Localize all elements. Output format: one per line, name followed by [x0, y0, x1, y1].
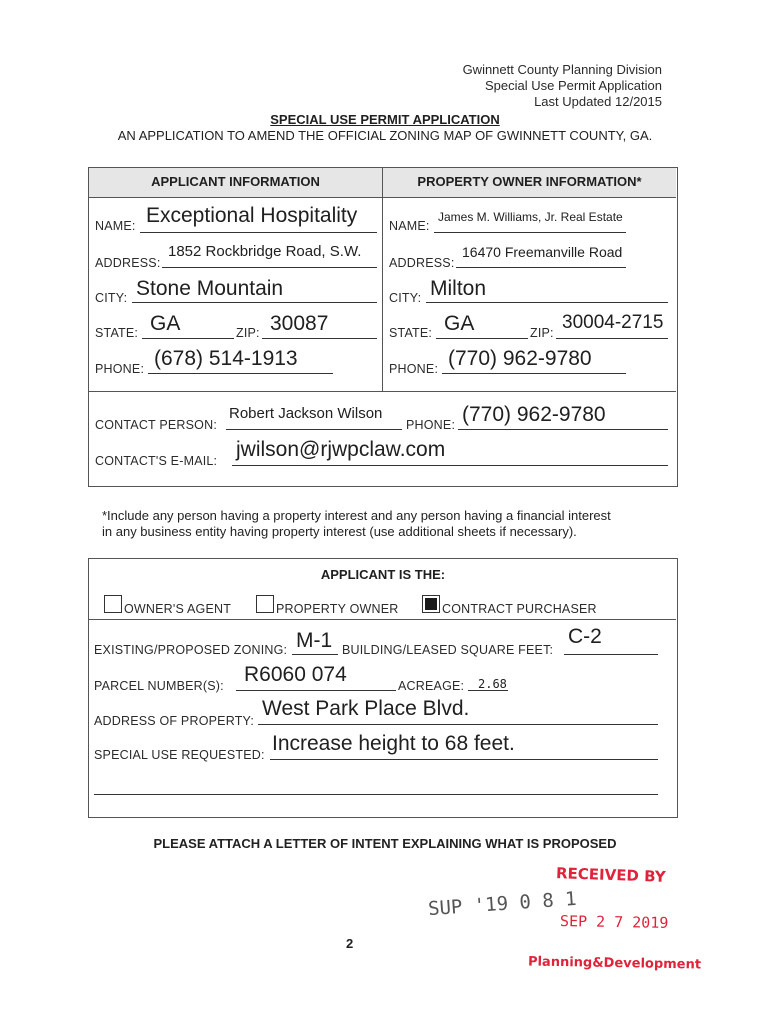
owner-heading: PROPERTY OWNER INFORMATION*: [383, 168, 676, 198]
applicant-zip-field[interactable]: 30087: [270, 312, 329, 335]
owner-name-line: [434, 232, 626, 233]
property-owner-label: PROPERTY OWNER: [276, 602, 399, 616]
applicant-address-line: [162, 267, 377, 268]
column-divider: [382, 168, 383, 391]
owner-city-field[interactable]: Milton: [430, 277, 487, 300]
interest-note-line-2: in any business entity having property interest (use additional sheets if necessary).: [102, 524, 577, 539]
applicant-heading: APPLICANT INFORMATION: [89, 168, 382, 198]
applicant-name-line: [140, 232, 377, 233]
property-box-divider: [89, 619, 676, 620]
applicant-address-field[interactable]: 1852 Rockbridge Road, S.W.: [168, 243, 362, 260]
header-division: Gwinnett County Planning Division: [462, 62, 662, 77]
owner-name-label: NAME:: [389, 219, 430, 233]
contact-phone-field[interactable]: (770) 962-9780: [462, 403, 606, 426]
sqft-field[interactable]: C-2: [568, 625, 602, 648]
applicant-city-label: CITY:: [95, 291, 128, 305]
owner-address-field[interactable]: 16470 Freemanville Road: [462, 244, 623, 260]
owners-agent-checkbox[interactable]: [104, 595, 122, 613]
owners-agent-label: OWNER'S AGENT: [124, 602, 232, 616]
owner-zip-line: [556, 338, 668, 339]
section-divider: [89, 391, 676, 392]
parcel-field[interactable]: R6060 074: [244, 663, 347, 686]
page-title: SPECIAL USE PERMIT APPLICATION: [270, 112, 500, 127]
applicant-zip-line: [262, 338, 377, 339]
contract-purchaser-checkbox[interactable]: [422, 595, 440, 613]
applicant-city-field[interactable]: Stone Mountain: [136, 277, 284, 300]
owner-phone-label: PHONE:: [389, 362, 439, 376]
property-address-field[interactable]: West Park Place Blvd.: [262, 697, 470, 720]
owner-address-line: [456, 267, 626, 268]
applicant-state-field[interactable]: GA: [150, 312, 181, 335]
sup-number-stamp: SUP '19 0 8 1: [427, 887, 578, 921]
special-use-field[interactable]: Increase height to 68 feet.: [272, 732, 515, 755]
applicant-is-heading: APPLICANT IS THE:: [320, 567, 446, 582]
applicant-state-label: STATE:: [95, 326, 139, 340]
received-date-stamp: SEP 2 7 2019: [559, 912, 669, 932]
applicant-address-label: ADDRESS:: [95, 256, 161, 270]
zoning-line: [292, 654, 338, 655]
owner-phone-field[interactable]: (770) 962-9780: [448, 347, 592, 370]
applicant-phone-label: PHONE:: [95, 362, 145, 376]
contact-email-line: [232, 465, 668, 466]
header-updated: Last Updated 12/2015: [534, 94, 662, 109]
interest-note-line-1: *Include any person having a property interest and any person having a financial interest: [102, 508, 611, 523]
acreage-field[interactable]: 2.68: [478, 677, 507, 691]
parcel-line: [236, 690, 396, 691]
owner-zip-label: ZIP:: [530, 326, 554, 340]
owner-city-line: [426, 302, 668, 303]
contact-person-label: CONTACT PERSON:: [95, 418, 217, 432]
owner-name-field[interactable]: James M. Williams, Jr. Real Estate: [438, 210, 623, 224]
department-stamp: Planning&Development: [527, 954, 702, 973]
contact-person-line: [226, 429, 402, 430]
attach-letter-note: PLEASE ATTACH A LETTER OF INTENT EXPLAINING WHAT IS PROPOSED: [153, 836, 617, 851]
parcel-label: PARCEL NUMBER(S):: [94, 679, 224, 693]
contact-phone-label: PHONE:: [406, 418, 456, 432]
owner-state-label: STATE:: [389, 326, 433, 340]
special-use-line: [270, 759, 658, 760]
special-use-label: SPECIAL USE REQUESTED:: [94, 748, 265, 762]
page-subtitle: AN APPLICATION TO AMEND THE OFFICIAL ZONING MAP OF GWINNETT COUNTY, GA.: [117, 128, 653, 143]
applicant-name-field[interactable]: Exceptional Hospitality: [146, 204, 358, 227]
sqft-line: [564, 654, 658, 655]
owner-phone-line: [442, 373, 626, 374]
owner-state-field[interactable]: GA: [444, 312, 475, 335]
zoning-field[interactable]: M-1: [296, 629, 333, 652]
contact-phone-line: [458, 429, 668, 430]
applicant-state-line: [142, 338, 234, 339]
contact-person-field[interactable]: Robert Jackson Wilson: [229, 405, 383, 422]
sqft-label: BUILDING/LEASED SQUARE FEET:: [342, 643, 554, 657]
applicant-name-label: NAME:: [95, 219, 136, 233]
applicant-phone-field[interactable]: (678) 514-1913: [154, 347, 298, 370]
header-form-name: Special Use Permit Application: [484, 78, 662, 93]
applicant-city-line: [132, 302, 377, 303]
contact-email-field[interactable]: jwilson@rjwpclaw.com: [236, 438, 446, 461]
page-number: 2: [346, 936, 354, 951]
property-address-label: ADDRESS OF PROPERTY:: [94, 714, 255, 728]
acreage-label: ACREAGE:: [398, 679, 465, 693]
owner-city-label: CITY:: [389, 291, 422, 305]
property-address-line: [258, 724, 658, 725]
contract-purchaser-label: CONTRACT PURCHASER: [442, 602, 597, 616]
received-by-stamp: RECEIVED BY: [555, 864, 666, 886]
owner-address-label: ADDRESS:: [389, 256, 455, 270]
zoning-label: EXISTING/PROPOSED ZONING:: [94, 643, 288, 657]
contact-email-label: CONTACT'S E-MAIL:: [95, 454, 218, 468]
applicant-zip-label: ZIP:: [236, 326, 260, 340]
property-owner-checkbox[interactable]: [256, 595, 274, 613]
owner-state-line: [436, 338, 528, 339]
special-use-extra-line[interactable]: [94, 794, 658, 795]
owner-zip-field[interactable]: 30004-2715: [562, 312, 664, 333]
applicant-phone-line: [148, 373, 333, 374]
